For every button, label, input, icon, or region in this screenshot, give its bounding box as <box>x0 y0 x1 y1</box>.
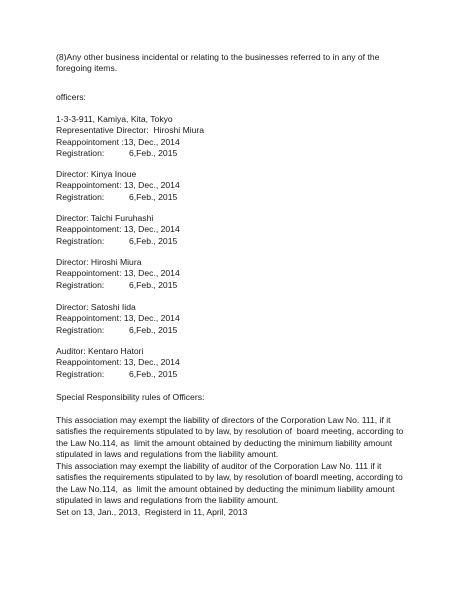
registration-date: 6,Feb., 2015 <box>129 235 178 246</box>
rule-2-line-4: stipulated in laws and regulations from the liability amount. <box>56 495 279 506</box>
officer-block <box>56 213 180 247</box>
rule-1-line-3: the Law No.114, as limit the amount obtained by deducting the minimum liability amount <box>56 437 393 448</box>
registration-date: 6,Feb., 2015 <box>129 368 178 379</box>
officer-block <box>56 302 180 336</box>
officers-heading-text: officers: <box>56 92 86 102</box>
rule-directors-paragraph <box>56 415 403 461</box>
registration-label: Registration: <box>56 191 105 202</box>
registration-label: Registration: <box>56 368 105 379</box>
set-on-line: Set on 13, Jan., 2013, Registerd in 11, April, 2013 <box>56 506 248 517</box>
special-responsibility-heading <box>56 392 204 403</box>
registration-label: Registration: <box>56 148 105 159</box>
officer-reappointment: Reappointoment: 13, Dec., 2014 <box>56 224 180 235</box>
officer-title: Director: Kinya Inoue <box>56 169 137 179</box>
registration-date: 6,Feb., 2015 <box>129 191 178 202</box>
officer-title: Director: Taichi Furuhashi <box>56 213 154 223</box>
officer-block <box>56 169 180 203</box>
officer-registration <box>56 192 180 203</box>
officer-reappointment: Reappointoment: 13, Dec., 2014 <box>56 357 180 368</box>
rule-1-line-1: This association may exempt the liability of directors of the Corporation Law No. 111, if it <box>56 415 391 425</box>
item-8-line-1: (8)Any other business incidental or relating to the businesses referred to in any of the <box>56 52 380 62</box>
officer-block <box>56 257 180 291</box>
officer-reappointment: Reappointoment: 13, Dec., 2014 <box>56 180 180 191</box>
item-8-paragraph <box>56 52 379 75</box>
registration-date: 6,Feb., 2015 <box>129 324 178 335</box>
officer-title: Director: Satoshi Iida <box>56 302 136 312</box>
reappointment-line: Reappointoment :13, Dec., 2014 <box>56 136 180 147</box>
registration-label: Registration: <box>56 324 105 335</box>
officer-title: Director: Hiroshi Miura <box>56 257 142 267</box>
rule-2-line-1: This association may exempt the liability of auditor of the Corporation Law No. 111 if it <box>56 461 382 471</box>
auditor-block <box>56 346 180 380</box>
officer-title: Auditor: Kentaro Hatori <box>56 346 144 356</box>
registration-date: 6,Feb., 2015 <box>129 148 178 159</box>
registration-date: 6,Feb., 2015 <box>129 279 178 290</box>
rule-auditor-paragraph <box>56 461 403 518</box>
representative-director-block <box>56 114 204 160</box>
rule-2-line-3: the Law No.114, as limit the amount obtained by deducting the minimum liability amount <box>56 483 395 494</box>
rule-2-line-2: satisfies the requirements stipulated to by law, by resolution of boardl meeting, according to <box>56 472 403 483</box>
rule-1-line-4: stipulated in laws and regulations from the liability amount. <box>56 449 279 460</box>
officer-registration <box>56 280 180 291</box>
officer-reappointment: Reappointoment: 13, Dec., 2014 <box>56 313 180 324</box>
officers-heading <box>56 92 86 103</box>
officer-registration <box>56 325 180 336</box>
special-heading-text: Special Responsibility rules of Officers: <box>56 392 205 402</box>
rule-1-line-2: satisfies the requirements stipulated to by law, by resolution of board meeting, according to <box>56 426 404 437</box>
registration-line <box>56 148 204 159</box>
registration-label: Registration: <box>56 279 105 290</box>
item-8-line-2: foregoing items. <box>56 63 118 74</box>
address-line: 1-3-3-911, Kamiya, Kita, Tokyo <box>56 114 173 124</box>
officer-registration <box>56 236 180 247</box>
registration-label: Registration: <box>56 235 105 246</box>
officer-reappointment: Reappointoment: 13, Dec., 2014 <box>56 268 180 279</box>
officer-registration <box>56 369 180 380</box>
representative-director-line: Representative Director: Hiroshi Miura <box>56 125 205 136</box>
